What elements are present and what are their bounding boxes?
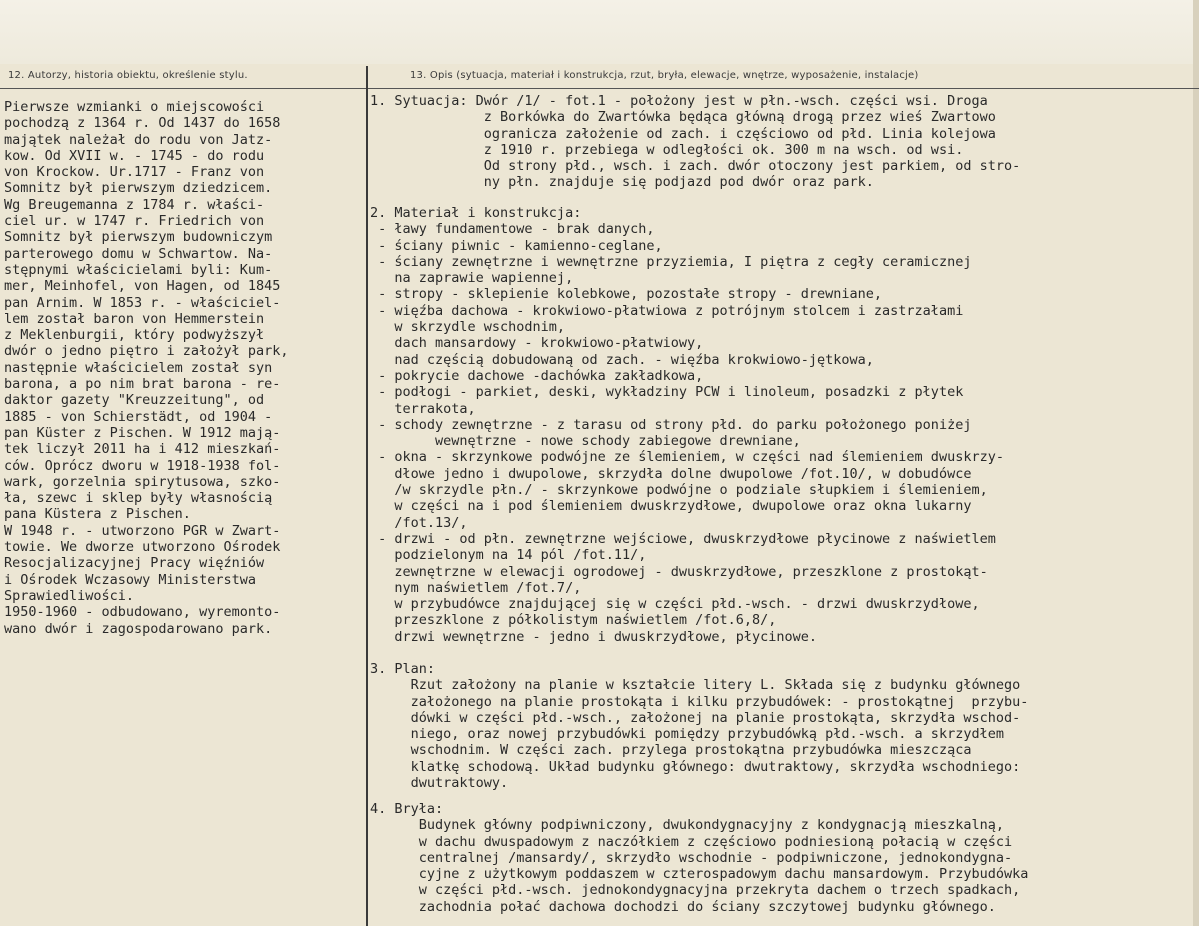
text-line: ciel ur. w 1747 r. Friedrich von xyxy=(4,213,265,230)
text-line: dłowe jedno i dwupolowe, skrzydła dolne dwupolowe /fot.10/, w dobudówce xyxy=(370,465,972,482)
text-line: zachodnia połać dachowa dochodzi do ściany szczytowej budynku głównego. xyxy=(370,898,996,915)
text-line: wark, gorzelnia spirytusowa, szko- xyxy=(4,473,281,490)
text-line: 1. Sytuacja: Dwór /1/ - fot.1 - położony jest w płn.-wsch. części wsi. Droga xyxy=(370,93,988,109)
text-line: Sprawiedliwości. xyxy=(4,587,135,604)
text-line: podzielonym na 14 pól /fot.11/, xyxy=(370,547,647,564)
text-line: centralnej /mansardy/, skrzydło wschodnie - podpiwniczone, jednokondygna- xyxy=(370,849,1013,866)
text-line: w skrzydle wschodnim, xyxy=(370,319,566,336)
text-line: w części na i pod ślemieniem dwuskrzydłowe, dwupolowe oraz okna lukarny xyxy=(370,498,972,515)
text-line: cyjne z użytkowym poddaszem w czterospadowym dachu mansardowym. Przybudówka xyxy=(370,866,1029,883)
text-line: dówki w części płd.-wsch., założonej na planie prostokąta, skrzydła wschod- xyxy=(370,709,1021,726)
text-line: Somnitz był pierwszym dziedzicem. xyxy=(4,180,273,197)
text-line: Rzut założony na planie w kształcie litery L. Składa się z budynku głównego xyxy=(370,677,1021,694)
text-line: stępnymi właścicielami byli: Kum- xyxy=(4,261,273,278)
text-line: Od strony płd., wsch. i zach. dwór otoczony jest parkiem, od stro- xyxy=(370,158,1021,175)
text-line: z 1910 r. przebiega w odległości ok. 300 m na wsch. od wsi. xyxy=(370,141,964,158)
text-line: dwór o jedno piętro i założył park, xyxy=(4,343,289,360)
text-line: w przybudówce znajdującej się w części płd.-wsch. - drzwi dwuskrzydłowe, xyxy=(370,596,980,613)
text-line: - okna - skrzynkowe podwójne ze ślemieniem, w części nad ślemieniem dwuskrzy- xyxy=(370,449,1004,466)
text-line: - ściany zewnętrzne i wewnętrzne przyziemia, I piętra z cegły ceramicznej xyxy=(370,253,972,270)
text-line: przeszklone z półkolistym naświetlem /fot.6,8/, xyxy=(370,612,777,629)
text-line: założonego na planie prostokąta i kilku przybudówek: - prostokątnej przybu- xyxy=(370,693,1029,710)
text-line: - pokrycie dachowe -dachówka zakładkowa, xyxy=(370,367,704,384)
text-line: 1885 - von Schierstädt, od 1904 - xyxy=(4,408,273,425)
text-line: - drzwi - od płn. zewnętrzne wejściowe, dwuskrzydłowe płycinowe z naświetlem xyxy=(370,530,996,547)
text-line: drzwi wewnętrzne - jedno i dwuskrzydłowe, płycinowe. xyxy=(370,628,818,645)
header-right-label: 13. Opis (sytuacja, materiał i konstrukcja, rzut, bryła, elewacje, wnętrze, wyposażenie, instalacje) xyxy=(410,70,919,81)
text-line: - podłogi - parkiet, deski, wykładziny PCW i linoleum, posadzki z płytek xyxy=(370,384,964,401)
text-line: W 1948 r. - utworzono PGR w Zwart- xyxy=(4,522,281,539)
text-line: ny płn. znajduje się podjazd pod dwór oraz park. xyxy=(370,174,874,191)
text-line: z Borkówka do Zwartówka będąca główną drogą przez wieś Zwartowo xyxy=(370,109,996,126)
text-line: nad częścią dobudowaną od zach. - więźba krokwiowo-jętkowa, xyxy=(370,351,874,368)
text-line: ła, szewc i sklep były własnością xyxy=(4,490,273,507)
column-divider xyxy=(366,66,368,926)
text-line: - więźba dachowa - krokwiowo-płatwiowa z potrójnym stolcem i zastrzałami xyxy=(370,302,964,319)
section-form xyxy=(370,801,1028,915)
text-line: pan Küster z Pischen. W 1912 mają- xyxy=(4,424,281,441)
text-line: wewnętrzne - nowe schody zabiegowe drewniane, xyxy=(370,433,801,450)
text-line: /w skrzydle płn./ - skrzynkowe podwójne o podziale słupkiem i ślemieniem, xyxy=(370,482,988,499)
text-line: majątek należał do rodu von Jatz- xyxy=(4,131,273,148)
text-line: pochodzą z 1364 r. Od 1437 do 1658 xyxy=(4,115,281,132)
text-line: /fot.13/, xyxy=(370,514,468,531)
text-line: kow. Od XVII w. - 1745 - do rodu xyxy=(4,147,265,164)
text-line: i Ośrodek Wczasowy Ministerstwa xyxy=(4,571,256,588)
text-line: pan Arnim. W 1853 r. - właściciel- xyxy=(4,294,281,311)
paper-top-margin xyxy=(0,0,1199,64)
text-line: Budynek główny podpiwniczony, dwukondygnacyjny z kondygnacją mieszkalną, xyxy=(370,817,1004,834)
text-line: 3. Plan: xyxy=(370,661,436,677)
text-line: zewnętrzne w elewacji ogrodowej - dwuskrzydłowe, przeszklone z prostokąt- xyxy=(370,563,988,580)
text-line: ców. Oprócz dworu w 1918-1938 fol- xyxy=(4,457,281,474)
header-rule xyxy=(0,88,1199,89)
history-text xyxy=(4,99,288,637)
text-line: Wg Breugemanna z 1784 r. właści- xyxy=(4,196,265,213)
text-line: tek liczył 2011 ha i 412 mieszkań- xyxy=(4,441,281,458)
header-left-label: 12. Autorzy, historia obiektu, określenie stylu. xyxy=(8,70,248,81)
text-line: 2. Materiał i konstrukcja: xyxy=(370,205,582,221)
text-line: parterowego domu w Schwartow. Na- xyxy=(4,245,273,262)
text-line: - ściany piwnic - kamienno-ceglane, xyxy=(370,237,663,254)
text-line: pana Küstera z Pischen. xyxy=(4,506,191,523)
text-line: daktor gazety "Kreuzzeitung", od xyxy=(4,392,265,409)
paper-edge xyxy=(1193,0,1199,926)
text-line: dwutraktowy. xyxy=(370,775,509,792)
text-line: Pierwsze wzmianki o miejscowości xyxy=(4,99,265,115)
text-line: następnie właścicielem został syn xyxy=(4,359,273,376)
text-line: niego, oraz nowej przybudówki pomiędzy przybudówką płd.-wsch. a skrzydłem xyxy=(370,726,1004,743)
text-line: - ławy fundamentowe - brak danych, xyxy=(370,221,655,238)
text-line: na zaprawie wapiennej, xyxy=(370,270,574,287)
text-line: wano dwór i zagospodarowano park. xyxy=(4,620,273,637)
text-line: terrakota, xyxy=(370,400,476,417)
text-line: Resocjalizacyjnej Pracy więźniów xyxy=(4,555,265,572)
text-line: mer, Meinhofel, von Hagen, od 1845 xyxy=(4,278,281,295)
text-line: z Meklenburgii, który podwyższył xyxy=(4,327,265,344)
section-situation xyxy=(370,93,1020,191)
text-line: - stropy - sklepienie kolebkowe, pozostałe stropy - drewniane, xyxy=(370,286,883,303)
text-line: barona, a po nim brat barona - re- xyxy=(4,376,281,393)
text-line: nym naświetlem /fot.7/, xyxy=(370,579,582,596)
section-plan xyxy=(370,661,1028,791)
text-line: 4. Bryła: xyxy=(370,801,444,817)
text-line: lem został baron von Hemmerstein xyxy=(4,310,265,327)
text-line: klatkę schodową. Układ budynku głównego: dwutraktowy, skrzydła wschodniego: xyxy=(370,758,1021,775)
text-line: w dachu dwuspadowym z naczółkiem z częściowo podniesioną połacią w części xyxy=(370,833,1013,850)
text-line: 1950-1960 - odbudowano, wyremonto- xyxy=(4,604,281,621)
text-line: dach mansardowy - krokwiowo-płatwiowy, xyxy=(370,335,704,352)
section-material xyxy=(370,205,1004,645)
text-line: w części płd.-wsch. jednokondygnacyjna przekryta dachem o trzech spadkach, xyxy=(370,882,1021,899)
text-line: - schody zewnętrzne - z tarasu od strony płd. do parku położonego poniżej xyxy=(370,416,972,433)
text-line: ogranicza założenie od zach. i częściowo od płd. Linia kolejowa xyxy=(370,125,996,142)
text-line: towie. We dworze utworzono Ośrodek xyxy=(4,539,281,556)
text-line: Somnitz był pierwszym budowniczym xyxy=(4,229,273,246)
text-line: von Krockow. Ur.1717 - Franz von xyxy=(4,164,265,181)
text-line: wschodnim. W części zach. przylega prostokątna przybudówka mieszcząca xyxy=(370,742,972,759)
